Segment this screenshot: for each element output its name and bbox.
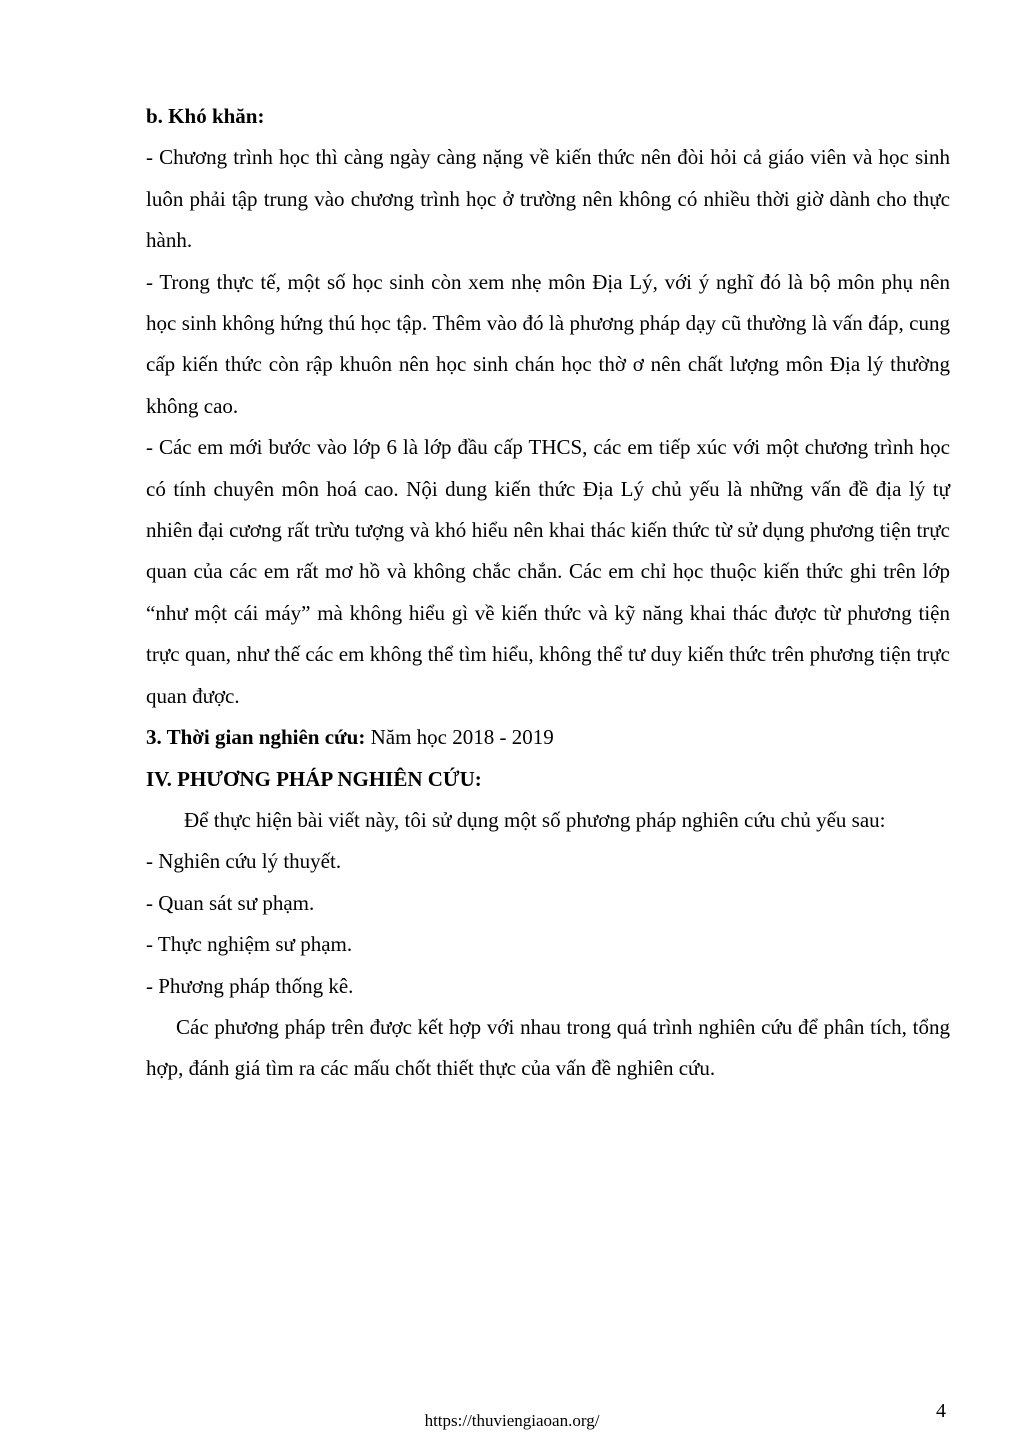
document-body xyxy=(146,96,950,1090)
method-item: - Quan sát sư phạm. xyxy=(146,890,315,915)
section-4-conclusion: Các phương pháp trên được kết hợp với nhau trong quá trình nghiên cứu để phân tích, tổng hợp, đánh giá tìm ra các mấu chốt thiết thực của vấn đề nghiên cứu. xyxy=(146,1014,950,1081)
section-3-label: 3. Thời gian nghiên cứu: xyxy=(146,725,366,750)
section-4-heading: IV. PHƯƠNG PHÁP NGHIÊN CỨU: xyxy=(146,766,482,791)
section-3-line xyxy=(146,717,950,758)
paragraph-kho-khan-3: - Các em mới bước vào lớp 6 là lớp đầu cấp THCS, các em tiếp xúc với một chương trình học có tính chuyên môn hoá cao. Nội dung kiến thức Địa Lý chủ yếu là những vấn đề địa lý tự nhiên đại cương rất trừu tượng và khó hiểu nên khai thác kiến thức từ sử dụng phương tiện trực quan của các em rất mơ hồ và không chắc chắn. Các em chỉ học thuộc kiến thức ghi trên lớp “như một cái máy” mà không hiểu gì về kiến thức và kỹ năng khai thác được từ phương tiện trực quan, như thế các em không thể tìm hiểu, không thể tư duy kiến thức trên phương tiện trực quan được. xyxy=(146,435,950,708)
paragraph-kho-khan-1: - Chương trình học thì càng ngày càng nặng về kiến thức nên đòi hỏi cả giáo viên và học sinh luôn phải tập trung vào chương trình học ở trường nên không có nhiều thời giờ dành cho thực hành. xyxy=(146,145,950,253)
paragraph-kho-khan-2: - Trong thực tế, một số học sinh còn xem nhẹ môn Địa Lý, với ý nghĩ đó là bộ môn phụ nên học sinh không hứng thú học tập. Thêm vào đó là phương pháp dạy cũ thường là vấn đáp, cung cấp kiến thức còn rập khuôn nên học sinh chán học thờ ơ nên chất lượng môn Địa lý thường không cao. xyxy=(146,269,950,418)
method-item: - Thực nghiệm sư phạm. xyxy=(146,932,353,957)
footer-url: https://thuviengiaoan.org/ xyxy=(424,1411,600,1430)
section-4-intro: Để thực hiện bài viết này, tôi sử dụng một số phương pháp nghiên cứu chủ yếu sau: xyxy=(184,807,886,832)
page-number: 4 xyxy=(936,1400,946,1422)
method-item: - Nghiên cứu lý thuyết. xyxy=(146,849,342,874)
method-item: - Phương pháp thống kê. xyxy=(146,973,354,998)
section-3-value: Năm học 2018 - 2019 xyxy=(365,725,554,750)
heading-kho-khan: b. Khó khăn: xyxy=(146,104,265,128)
